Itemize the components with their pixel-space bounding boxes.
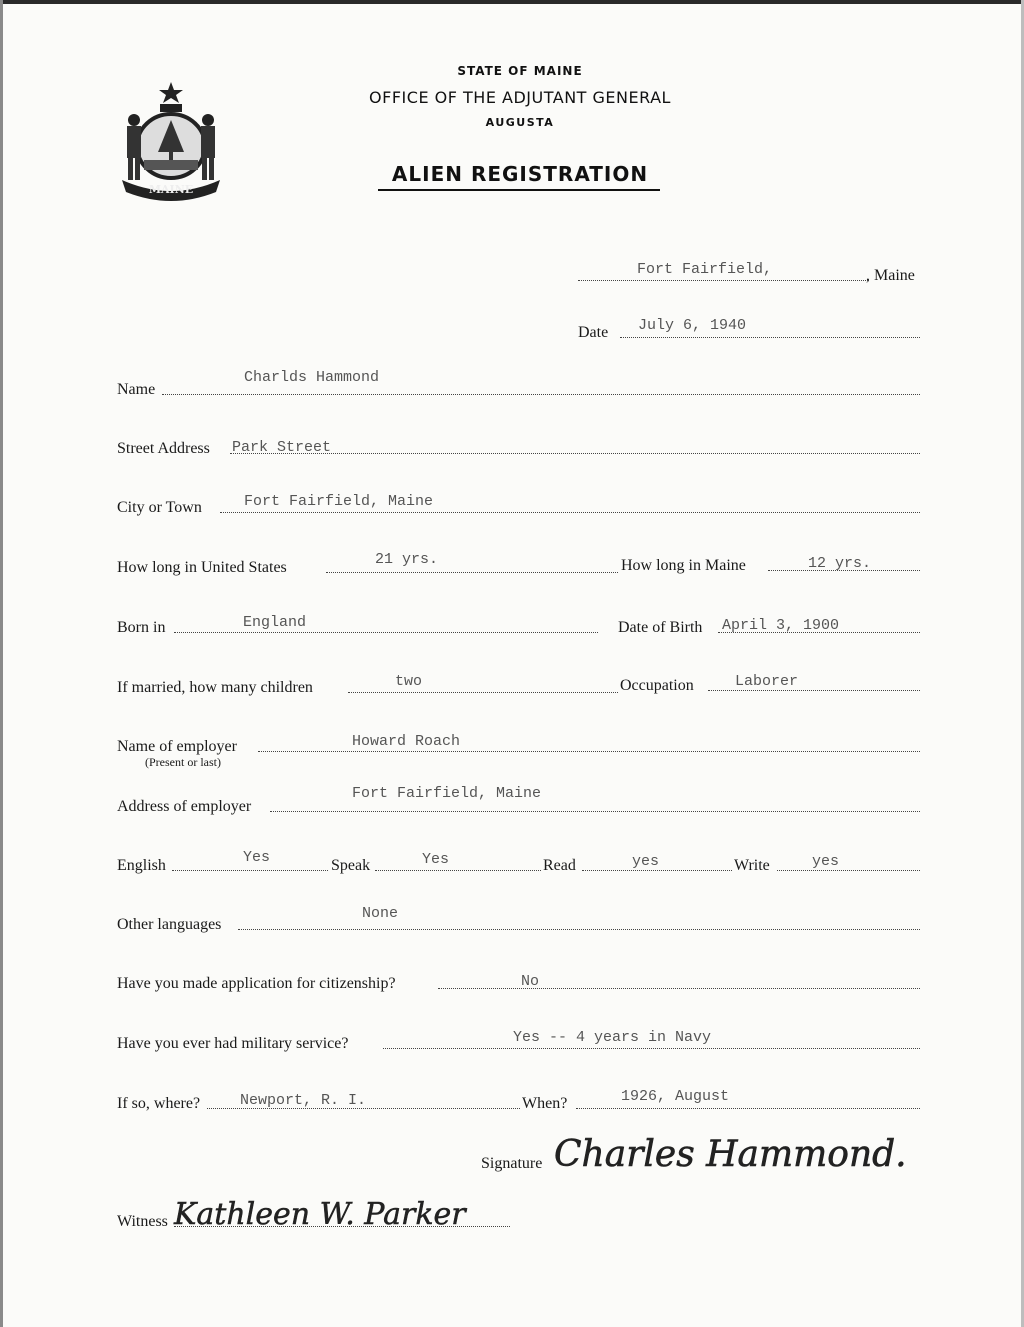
title-underline <box>378 189 660 191</box>
military-value: Yes -- 4 years in Navy <box>513 1029 712 1046</box>
occupation-label: Occupation <box>620 677 694 694</box>
when-label: When? <box>522 1095 568 1112</box>
scan-edge-top <box>0 0 1024 4</box>
write-value: yes <box>812 853 840 870</box>
seal-banner-text: MAINE <box>148 183 194 196</box>
speak-value: Yes <box>422 851 450 868</box>
header-city: AUGUSTA <box>485 116 555 129</box>
date-of-birth-value: April 3, 1900 <box>722 617 840 634</box>
occupation-line <box>708 690 920 691</box>
other-languages-value: None <box>362 905 399 922</box>
speak-line <box>375 870 541 871</box>
english-value: Yes <box>243 849 271 866</box>
date-line <box>620 337 920 338</box>
form-title: ALIEN REGISTRATION <box>391 162 649 186</box>
other-languages-label: Other languages <box>117 916 222 933</box>
speak-label: Speak <box>331 857 371 874</box>
when-line <box>576 1108 920 1109</box>
employer-label: Name of employer <box>117 738 237 755</box>
military-label: Have you ever had military service? <box>117 1035 349 1052</box>
english-label: English <box>117 857 166 874</box>
signature-label: Signature <box>481 1155 543 1172</box>
location-suffix: , Maine <box>866 267 915 284</box>
witness-label: Witness <box>117 1213 168 1230</box>
read-label: Read <box>543 857 576 874</box>
employer-value: Howard Roach <box>352 733 461 750</box>
signature-handwriting <box>548 1120 948 1180</box>
how-long-us-value: 21 yrs. <box>375 551 439 568</box>
employer-address-value: Fort Fairfield, Maine <box>352 785 542 802</box>
header-office: OFFICE OF THE ADJUTANT GENERAL <box>369 88 671 107</box>
other-languages-line <box>238 929 920 930</box>
header-state: STATE OF MAINE <box>457 64 583 78</box>
born-in-value: England <box>243 614 307 631</box>
military-line <box>383 1048 920 1049</box>
occupation-value: Laborer <box>735 673 799 690</box>
date-label: Date <box>578 324 609 341</box>
witness-value: Kathleen W. Parker <box>174 1197 466 1232</box>
street-label: Street Address <box>117 440 210 457</box>
born-in-label: Born in <box>117 619 166 636</box>
city-line <box>220 512 920 513</box>
how-long-us-label: How long in United States <box>117 559 287 576</box>
city-label: City or Town <box>117 499 202 516</box>
employer-address-line <box>270 811 920 812</box>
name-line <box>162 394 920 395</box>
where-value: Newport, R. I. <box>240 1092 367 1109</box>
citizenship-line <box>438 988 920 989</box>
how-long-maine-label: How long in Maine <box>621 557 746 574</box>
city-value: Fort Fairfield, Maine <box>244 493 434 510</box>
employer-line <box>258 751 920 752</box>
employer-address-label: Address of employer <box>117 798 252 815</box>
location-line <box>578 280 868 281</box>
street-line <box>230 453 920 454</box>
write-label: Write <box>734 857 770 874</box>
read-value: yes <box>632 853 660 870</box>
english-line <box>172 870 328 871</box>
employer-sublabel: (Present or last) <box>145 755 221 769</box>
children-label: If married, how many children <box>117 679 313 696</box>
name-value: Charlds Hammond <box>244 369 380 386</box>
citizenship-value: No <box>521 973 540 990</box>
write-line <box>777 870 920 871</box>
born-in-line <box>174 632 598 633</box>
children-line <box>348 692 618 693</box>
location-value: Fort Fairfield, <box>637 261 773 278</box>
how-long-maine-value: 12 yrs. <box>808 555 872 572</box>
date-value: July 6, 1940 <box>638 317 747 334</box>
scan-edge-left <box>0 0 3 1327</box>
street-value: Park Street <box>232 439 332 456</box>
where-label: If so, where? <box>117 1095 201 1112</box>
read-line <box>582 870 732 871</box>
how-long-us-line <box>326 572 618 573</box>
date-of-birth-label: Date of Birth <box>618 619 703 636</box>
witness-signature-handwriting <box>168 1186 518 1236</box>
name-label: Name <box>117 381 156 398</box>
children-value: two <box>395 673 423 690</box>
citizenship-label: Have you made application for citizenship? <box>117 975 396 992</box>
signature-value: Charles Hammond. <box>554 1134 907 1175</box>
when-value: 1926, August <box>621 1088 730 1105</box>
